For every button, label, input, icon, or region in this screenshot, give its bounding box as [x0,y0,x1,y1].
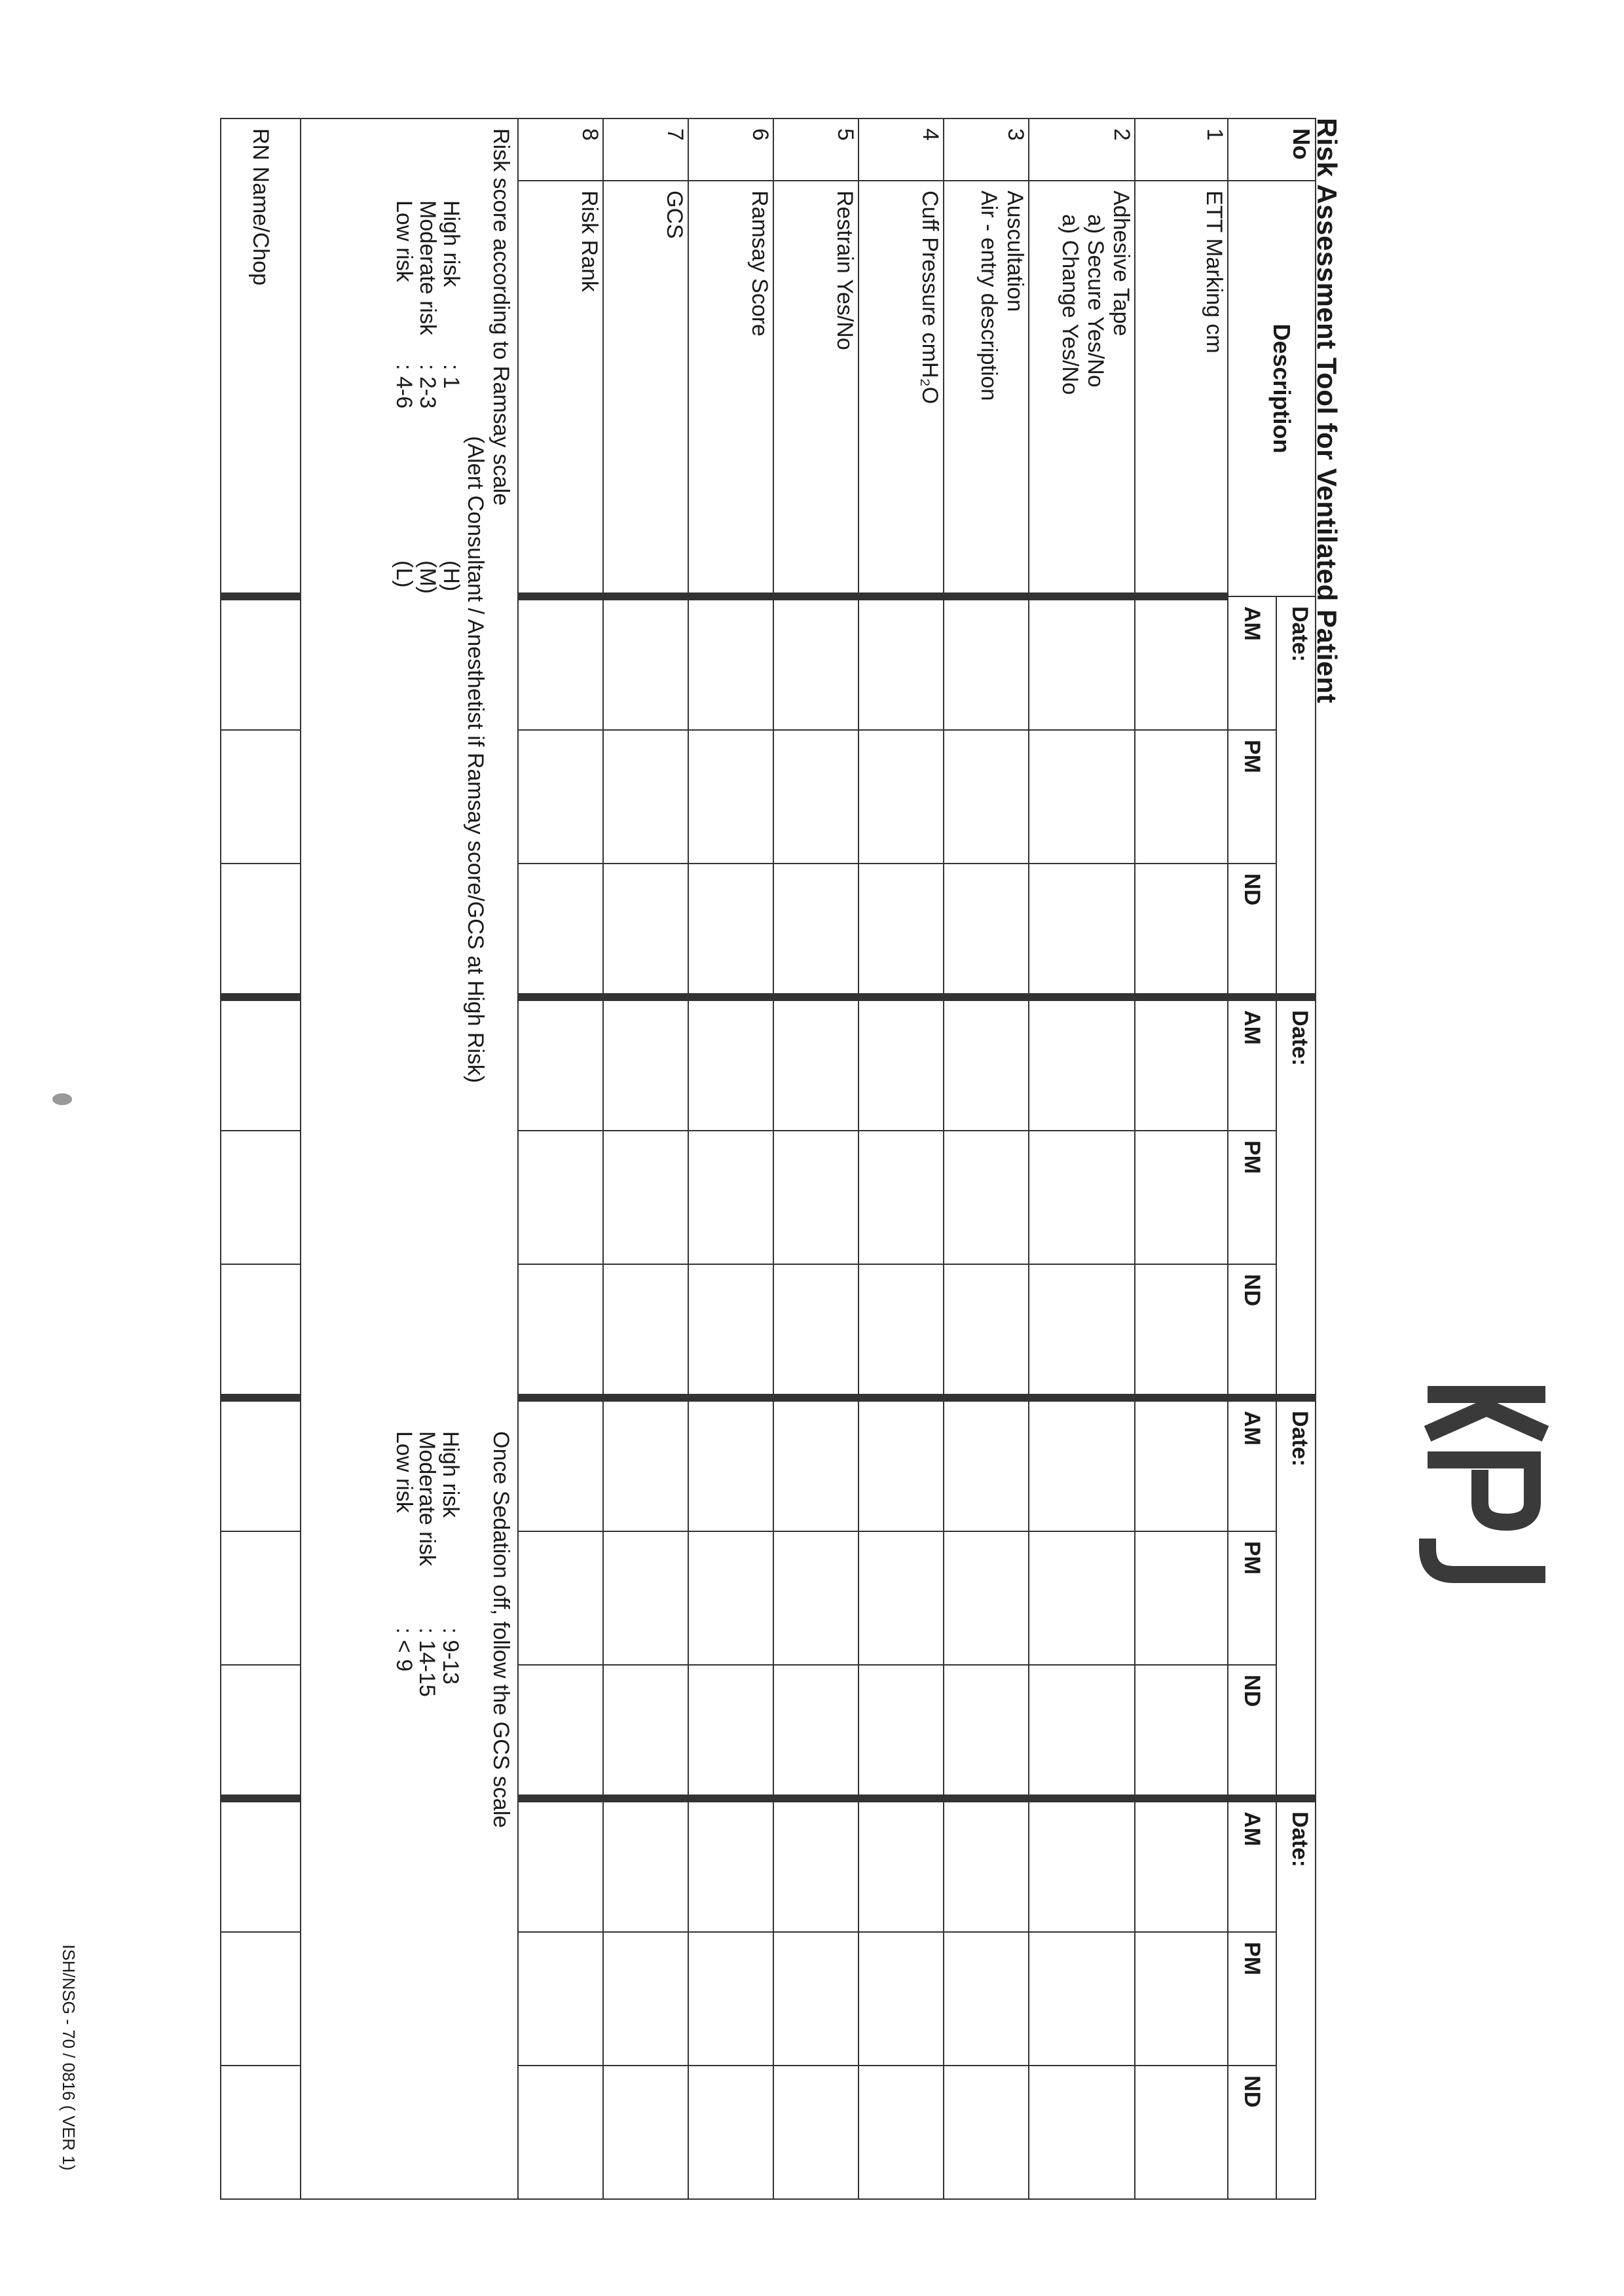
row-number: 6 [688,118,773,181]
entry-cell-pm[interactable] [518,1131,603,1264]
entry-cell-am[interactable] [518,1798,603,1932]
shift-nd: ND [1228,1665,1276,1798]
form-title: Risk Assessment Tool for Ventilated Patient [1312,118,1342,704]
entry-cell-am[interactable] [688,997,773,1131]
entry-cell-nd[interactable] [221,1264,301,1398]
gcs-level [438,1431,462,1697]
entry-cell-pm[interactable] [221,730,301,864]
entry-cell-am[interactable] [944,1398,1029,1531]
entry-cell-nd[interactable] [1135,2066,1228,2199]
entry-cell-nd[interactable] [944,1665,1029,1798]
entry-cell-nd[interactable] [603,1665,688,1798]
legend-row [301,118,518,2199]
entry-cell-pm[interactable] [221,1131,301,1264]
form-code: ISH/NSG - 70 / 0816 ( VER 1) [59,1944,79,2171]
table-row [858,118,944,2199]
ramsay-level [415,200,439,594]
entry-cell-nd[interactable] [688,2066,773,2199]
shift-am: AM [1228,1798,1276,1932]
gcs-levels [392,1431,462,1697]
entry-cell-pm[interactable] [518,1531,603,1665]
entry-cell-pm[interactable] [858,730,944,864]
entry-cell-am[interactable] [773,596,858,730]
entry-cell-am[interactable] [603,1398,688,1531]
entry-cell-nd[interactable] [773,2066,858,2199]
entry-cell-nd[interactable] [1135,864,1228,997]
date-field-2[interactable]: Date: [1276,997,1316,1398]
description-line: ETT Marking cm [1202,191,1227,354]
entry-cell-am[interactable] [944,1798,1029,1932]
level-range: : < 9 [391,1628,416,1672]
entry-cell-pm[interactable] [773,1932,858,2066]
row-number: 7 [603,118,688,181]
level-code: (L) [392,560,417,588]
entry-cell-pm[interactable] [1135,730,1228,864]
entry-cell-pm[interactable] [773,1131,858,1264]
entry-cell-am[interactable] [1135,997,1228,1131]
entry-cell-pm[interactable] [944,1131,1029,1264]
level-range: : 2-3 [415,364,441,409]
level-range: : 1 [438,364,464,389]
entry-cell-am[interactable] [603,997,688,1131]
row-description [688,181,773,596]
entry-cell-nd[interactable] [518,2066,603,2199]
level-code: (M) [415,560,441,594]
entry-cell-pm[interactable] [688,1932,773,2066]
entry-cell-pm[interactable] [1135,1531,1228,1665]
entry-cell-nd[interactable] [944,1264,1029,1398]
entry-cell-am[interactable] [221,596,301,730]
row-description [603,181,688,596]
entry-cell-nd[interactable] [944,2066,1029,2199]
description-line: Ramsay Score [747,191,772,337]
row-number: 3 [944,118,1029,181]
entry-cell-pm[interactable] [603,1932,688,2066]
description-line: Auscultation [1003,191,1027,312]
entry-cell-nd[interactable] [1029,864,1135,997]
entry-cell-am[interactable] [944,997,1029,1131]
table-row [603,118,688,2199]
entry-cell-pm[interactable] [688,730,773,864]
gcs-heading: Once Sedation off, follow the GCS scale [489,1431,513,1829]
rn-signature-row [221,118,301,2199]
entry-cell-pm[interactable] [1029,730,1135,864]
entry-cell-pm[interactable] [688,1131,773,1264]
entry-cell-am[interactable] [1029,997,1135,1131]
shift-am: AM [1228,997,1276,1131]
table-row [1029,118,1135,2199]
entry-cell-nd[interactable] [221,864,301,997]
entry-cell-nd[interactable] [944,864,1029,997]
entry-cell-am[interactable] [1135,1398,1228,1531]
ramsay-alert: (Alert Consultant / Anesthetist if Ramsay score/GCS at High Risk) [462,436,488,1084]
date-field-3[interactable]: Date: [1276,1398,1316,1798]
entry-cell-nd[interactable] [773,1264,858,1398]
shift-nd: ND [1228,1264,1276,1398]
entry-cell-nd[interactable] [688,864,773,997]
entry-cell-am[interactable] [603,1798,688,1932]
entry-cell-am[interactable] [221,1798,301,1932]
table-row [518,118,603,2199]
level-label: High risk [438,200,464,287]
entry-cell-pm[interactable] [944,1531,1029,1665]
gcs-level [415,1431,439,1697]
shift-pm: PM [1228,1932,1276,2066]
entry-cell-nd[interactable] [773,864,858,997]
entry-cell-nd[interactable] [688,1665,773,1798]
entry-cell-am[interactable] [688,1798,773,1932]
entry-cell-am[interactable] [518,1398,603,1531]
level-label: Moderate risk [415,1431,440,1566]
description-line: Risk Rank [577,191,602,292]
entry-cell-pm[interactable] [1135,1932,1228,2066]
entry-cell-nd[interactable] [773,1665,858,1798]
row-number: 1 [1135,118,1228,181]
entry-cell-nd[interactable] [858,864,944,997]
entry-cell-pm[interactable] [858,1932,944,2066]
header-no: No [1228,118,1316,181]
shift-am: AM [1228,596,1276,730]
level-label: Low risk [392,200,417,282]
shift-pm: PM [1228,730,1276,864]
gcs-legend [392,1431,513,1828]
ramsay-heading: Risk score according to Ramsay scale [489,128,513,506]
assessment-table [220,118,1316,2200]
table-row [773,118,858,2199]
entry-cell-am[interactable] [1029,1398,1135,1531]
entry-cell-pm[interactable] [221,1932,301,2066]
entry-cell-pm[interactable] [773,1531,858,1665]
date-field-4[interactable]: Date: [1276,1798,1316,2199]
row-description [944,181,1029,596]
gcs-level [392,1431,415,1697]
level-label: Low risk [391,1431,416,1513]
entry-cell-am[interactable] [773,1398,858,1531]
entry-cell-am[interactable] [858,997,944,1131]
entry-cell-pm[interactable] [773,730,858,864]
shift-am: AM [1228,1398,1276,1531]
entry-cell-am[interactable] [603,596,688,730]
level-code: (H) [438,560,464,592]
risk-legend [301,118,518,2199]
level-range: : 14-15 [415,1628,440,1697]
level-range: : 9-13 [437,1628,463,1685]
entry-cell-pm[interactable] [1135,1131,1228,1264]
description-line: a) Change Yes/No [1057,214,1082,395]
entry-cell-am[interactable] [221,997,301,1131]
entry-cell-pm[interactable] [603,1131,688,1264]
entry-cell-pm[interactable] [221,1531,301,1665]
entry-cell-am[interactable] [1135,1798,1228,1932]
entry-cell-pm[interactable] [858,1131,944,1264]
description-line: a) Secure Yes/No [1082,214,1108,388]
kpj-logo-icon [1414,1381,1559,1591]
level-range: : 4-6 [392,364,417,409]
ramsay-level [392,200,416,594]
shift-nd: ND [1228,864,1276,997]
ramsay-level [439,200,462,594]
entry-cell-am[interactable] [1029,596,1135,730]
entry-cell-nd[interactable] [518,864,603,997]
entry-cell-am[interactable] [858,596,944,730]
entry-cell-nd[interactable] [1029,2066,1135,2199]
entry-cell-am[interactable] [518,997,603,1131]
entry-cell-am[interactable] [773,997,858,1131]
level-label: High risk [437,1431,463,1518]
entry-cell-pm[interactable] [603,730,688,864]
entry-cell-pm[interactable] [518,730,603,864]
date-field-1[interactable]: Date: [1276,596,1316,997]
entry-cell-nd[interactable] [603,2066,688,2199]
entry-cell-pm[interactable] [858,1531,944,1665]
entry-cell-nd[interactable] [603,1264,688,1398]
entry-cell-pm[interactable] [688,1531,773,1665]
row-description [1029,181,1135,596]
ramsay-levels [392,200,462,594]
entry-cell-am[interactable] [221,1398,301,1531]
entry-cell-nd[interactable] [858,1264,944,1398]
entry-cell-am[interactable] [1029,1798,1135,1932]
description-line: Restrain Yes/No [832,191,857,350]
entry-cell-am[interactable] [1135,596,1228,730]
entry-cell-nd[interactable] [518,1264,603,1398]
entry-cell-nd[interactable] [221,2066,301,2199]
entry-cell-am[interactable] [858,1798,944,1932]
entry-cell-pm[interactable] [944,730,1029,864]
entry-cell-nd[interactable] [1029,1665,1135,1798]
row-description [1135,181,1228,596]
table-row [944,118,1029,2199]
entry-cell-am[interactable] [944,596,1029,730]
entry-cell-pm[interactable] [603,1531,688,1665]
entry-cell-nd[interactable] [1029,1264,1135,1398]
description-line: Adhesive Tape [1109,191,1134,337]
entry-cell-nd[interactable] [1135,1264,1228,1398]
row-number: 4 [858,118,944,181]
row-number: 2 [1029,118,1135,181]
entry-cell-pm[interactable] [944,1932,1029,2066]
shift-nd: ND [1228,2066,1276,2199]
row-description [773,181,858,596]
description-line: Cuff Pressure cmH₂O [917,191,942,405]
rn-label: RN Name/Chop [221,118,301,596]
entry-cell-pm[interactable] [1029,1131,1135,1264]
description-line: GCS [662,191,687,239]
entry-cell-am[interactable] [688,596,773,730]
scan-speck [52,1093,72,1105]
level-label: Moderate risk [415,200,441,335]
row-number: 5 [773,118,858,181]
entry-cell-am[interactable] [773,1798,858,1932]
entry-cell-nd[interactable] [518,1665,603,1798]
header-description: Description [1228,181,1316,596]
shift-pm: PM [1228,1531,1276,1665]
entry-cell-am[interactable] [518,596,603,730]
entry-cell-nd[interactable] [603,864,688,997]
row-description [858,181,944,596]
entry-cell-pm[interactable] [1029,1932,1135,2066]
entry-cell-am[interactable] [688,1398,773,1531]
entry-cell-pm[interactable] [1029,1531,1135,1665]
entry-cell-nd[interactable] [688,1264,773,1398]
entry-cell-nd[interactable] [858,1665,944,1798]
table-row [1135,118,1228,2199]
entry-cell-nd[interactable] [858,2066,944,2199]
entry-cell-nd[interactable] [1135,1665,1228,1798]
ramsay-legend [392,128,513,1083]
entry-cell-pm[interactable] [518,1932,603,2066]
description-line: Air - entry description [976,191,1001,401]
row-description [518,181,603,596]
table-row [688,118,773,2199]
shift-pm: PM [1228,1131,1276,1264]
entry-cell-nd[interactable] [221,1665,301,1798]
entry-cell-am[interactable] [858,1398,944,1531]
row-number: 8 [518,118,603,181]
